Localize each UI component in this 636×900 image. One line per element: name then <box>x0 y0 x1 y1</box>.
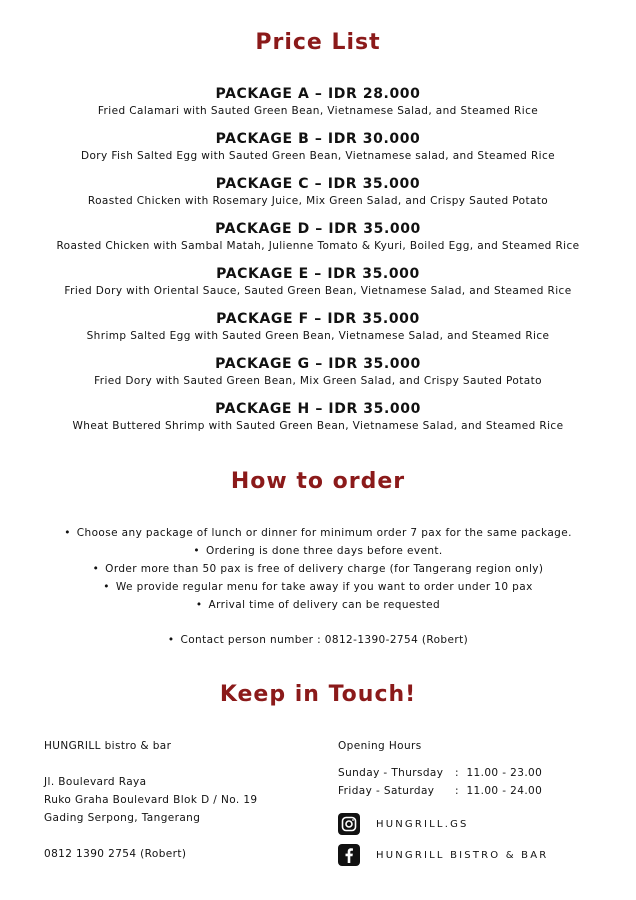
package-title: PACKAGE C – IDR 35.000 <box>215 176 421 192</box>
bullet-icon: • <box>64 527 71 539</box>
package-list <box>0 84 636 444</box>
list-item <box>0 596 636 614</box>
list-item <box>0 560 636 578</box>
package-g <box>0 354 636 399</box>
order-rule-text: Arrival time of delivery can be requested <box>208 599 441 611</box>
list-item <box>0 578 636 596</box>
bullet-icon: • <box>167 634 175 646</box>
package-description: Shrimp Salted Egg with Sauted Green Bean, Vietnamese Salad, and Steamed Rice <box>86 330 550 342</box>
price-list-title: Price List <box>255 30 381 55</box>
hours-separator: : <box>455 767 459 779</box>
package-title: PACKAGE D – IDR 35.000 <box>215 221 421 237</box>
package-title: PACKAGE H – IDR 35.000 <box>215 401 421 417</box>
list-item <box>0 542 636 560</box>
bullet-icon: • <box>195 599 203 611</box>
package-title: PACKAGE B – IDR 30.000 <box>215 131 421 147</box>
facebook-link[interactable] <box>338 843 548 867</box>
hours-separator: : <box>455 785 459 797</box>
package-f <box>0 309 636 354</box>
package-description: Fried Dory with Oriental Sauce, Sauted Green Bean, Vietnamese Salad, and Steamed Rice <box>64 285 572 297</box>
order-rule-text: We provide regular menu for take away if you want to order under 10 pax <box>115 581 533 593</box>
contact-person <box>0 631 636 649</box>
instagram-link[interactable] <box>338 812 469 836</box>
hours-time: 11.00 - 24.00 <box>466 785 543 797</box>
package-a <box>0 84 636 129</box>
bullet-icon: • <box>103 581 110 593</box>
package-d <box>0 219 636 264</box>
address-line-3: Gading Serpong, Tangerang <box>44 812 201 824</box>
bullet-icon: • <box>193 545 200 557</box>
contact-person-text: Contact person number : 0812-1390-2754 (Robert) <box>180 634 469 646</box>
keep-in-touch-title: Keep in Touch! <box>219 682 417 707</box>
package-description: Fried Dory with Sauted Green Bean, Mix Green Salad, and Crispy Sauted Potato <box>94 375 542 387</box>
hours-time: 11.00 - 23.00 <box>466 767 543 779</box>
package-description: Roasted Chicken with Sambal Matah, Julienne Tomato & Kyuri, Boiled Egg, and Steamed Rice <box>56 240 580 252</box>
package-description: Wheat Buttered Shrimp with Sauted Green Bean, Vietnamese Salad, and Steamed Rice <box>72 420 564 432</box>
hours-days: Sunday - Thursday <box>338 767 444 779</box>
instagram-icon <box>338 813 360 835</box>
package-title: PACKAGE G – IDR 35.000 <box>215 356 421 372</box>
package-description: Dory Fish Salted Egg with Sauted Green Bean, Vietnamese salad, and Steamed Rice <box>80 150 556 162</box>
package-h <box>0 399 636 444</box>
business-name: HUNGRILL bistro & bar <box>44 740 172 752</box>
package-b <box>0 129 636 174</box>
package-title: PACKAGE E – IDR 35.000 <box>216 266 420 282</box>
order-rule-text: Order more than 50 pax is free of delivery charge (for Tangerang region only) <box>105 563 544 575</box>
order-rules-list <box>0 524 636 614</box>
opening-hours-label: Opening Hours <box>338 740 422 752</box>
bullet-icon: • <box>92 563 100 575</box>
list-item <box>0 524 636 542</box>
order-rule-text: Choose any package of lunch or dinner for minimum order 7 pax for the same package. <box>76 527 572 539</box>
address-line-1: Jl. Boulevard Raya <box>44 776 147 788</box>
package-description: Fried Calamari with Sauted Green Bean, Vietnamese Salad, and Steamed Rice <box>97 105 539 117</box>
package-description: Roasted Chicken with Rosemary Juice, Mix Green Salad, and Crispy Sauted Potato <box>87 195 549 207</box>
address-line-2: Ruko Graha Boulevard Blok D / No. 19 <box>44 794 258 806</box>
how-to-order-title: How to order <box>230 469 406 494</box>
facebook-icon <box>338 844 360 866</box>
package-title: PACKAGE A – IDR 28.000 <box>215 86 421 102</box>
hours-days: Friday - Saturday <box>338 785 435 797</box>
facebook-page-name: HUNGRILL BISTRO & BAR <box>376 849 549 861</box>
phone-number: 0812 1390 2754 (Robert) <box>44 848 187 860</box>
order-rule-text: Ordering is done three days before event. <box>205 545 443 557</box>
package-e <box>0 264 636 309</box>
hours-row <box>338 764 542 782</box>
hours-row <box>338 782 542 800</box>
instagram-handle: HUNGRILL.GS <box>376 818 469 830</box>
package-title: PACKAGE F – IDR 35.000 <box>216 311 420 327</box>
package-c <box>0 174 636 219</box>
